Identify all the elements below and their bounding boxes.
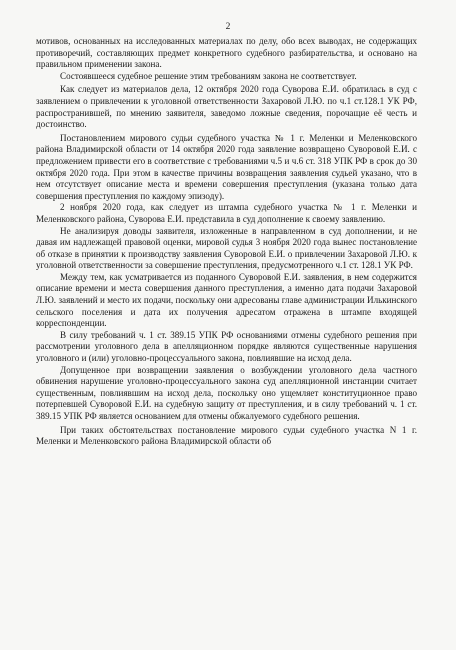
paragraph-3: Как следует из материалов дела, 12 октября 2020 года Суворова Е.И. обратилась в суд с заявлением о привлечении к уголовной ответственности Захаровой Л.Ю. по ч.1 ст.128.1 УК РФ, распространившей, по мнению заявителя, заведомо ложные сведения, порочащие её честь и достоинство. bbox=[36, 84, 417, 130]
paragraph-4: Постановлением мирового судьи судебного участка № 1 г. Меленки и Меленковского района Владимирской области от 14 октября 2020 года заявление возвращено Суворовой Е.И. с предложением привести его в соответствие с требованиями ч.5 и ч.6 ст. 318 УПК РФ в срок до 30 октября 2020 года. При этом в качестве причины возвращения заявления судьей указано, что в нем отсутствует описание места и времени совершения преступления (указана только дата совершения преступления по каждому эпизоду). bbox=[36, 132, 417, 201]
page-number: 2 bbox=[225, 22, 231, 32]
paragraph-1: мотивов, основанных на исследованных материалах по делу, обо всех выводах, не содержащих противоречий, составляющих предмет конкретного судебного разбирательства, и основано на правильном применении закона. bbox=[36, 36, 417, 70]
paragraph-2: Состоявшееся судебное решение этим требованиям закона не соответствует. bbox=[60, 70, 357, 81]
paragraph-7: Между тем, как усматривается из поданного Суворовой Е.И. заявления, в нем содержится описание времени и места совершения данного преступления, а именно дата подачи Захаровой Л.Ю. заявлений и место их подачи, поскольку они адресованы главе администрации Илькинского сельского поселения и дата их получения адресатом отражена в штампе входящей корреспонденции. bbox=[36, 271, 417, 329]
document-body bbox=[36, 36, 417, 448]
paragraph-9: Допущенное при возвращении заявления о возбуждении уголовного дела частного обвинения нарушение уголовно-процессуального закона суд апелляционной инстанции считает существенным, повлиявшим на исход дела, поскольку оно ущемляет конституционное право потерпевшей Суворовой Е.И. на судебную защиту от преступления, и в силу требований ч. 1 ст. 389.15 УПК РФ является основанием для отмены обжалуемого судебного решения. bbox=[36, 364, 417, 421]
paragraph-5: 2 ноября 2020 года, как следует из штампа судебного участка № 1 г. Меленки и Меленковского района, Суворова Е.И. представила в суд дополнение к своему заявлению. bbox=[36, 202, 417, 224]
paragraph-10: При таких обстоятельствах постановление мирового судьи судебного участка N 1 г. Меленки и Меленковского района Владимирской области об bbox=[36, 424, 417, 447]
paragraph-8: В силу требований ч. 1 ст. 389.15 УПК РФ основаниями отмены судебного решения при рассмотрении уголовного дела в апелляционном порядке являются существенные нарушения уголовного и (или) уголовно-процессуального закона, повлиявшие на исход дела. bbox=[36, 329, 417, 364]
paragraph-6: Не анализируя доводы заявителя, изложенные в направленном в суд дополнении, и не давая им надлежащей правовой оценки, мировой судья 3 ноября 2020 года вынес постановление об отказе в принятии к производству заявления Суворовой Е.И. о привлечении Захаровой Л.Ю. к уголовной ответственности за совершение преступления, предусмотренного ч.1 ст. 128.1 УК РФ. bbox=[36, 225, 417, 271]
